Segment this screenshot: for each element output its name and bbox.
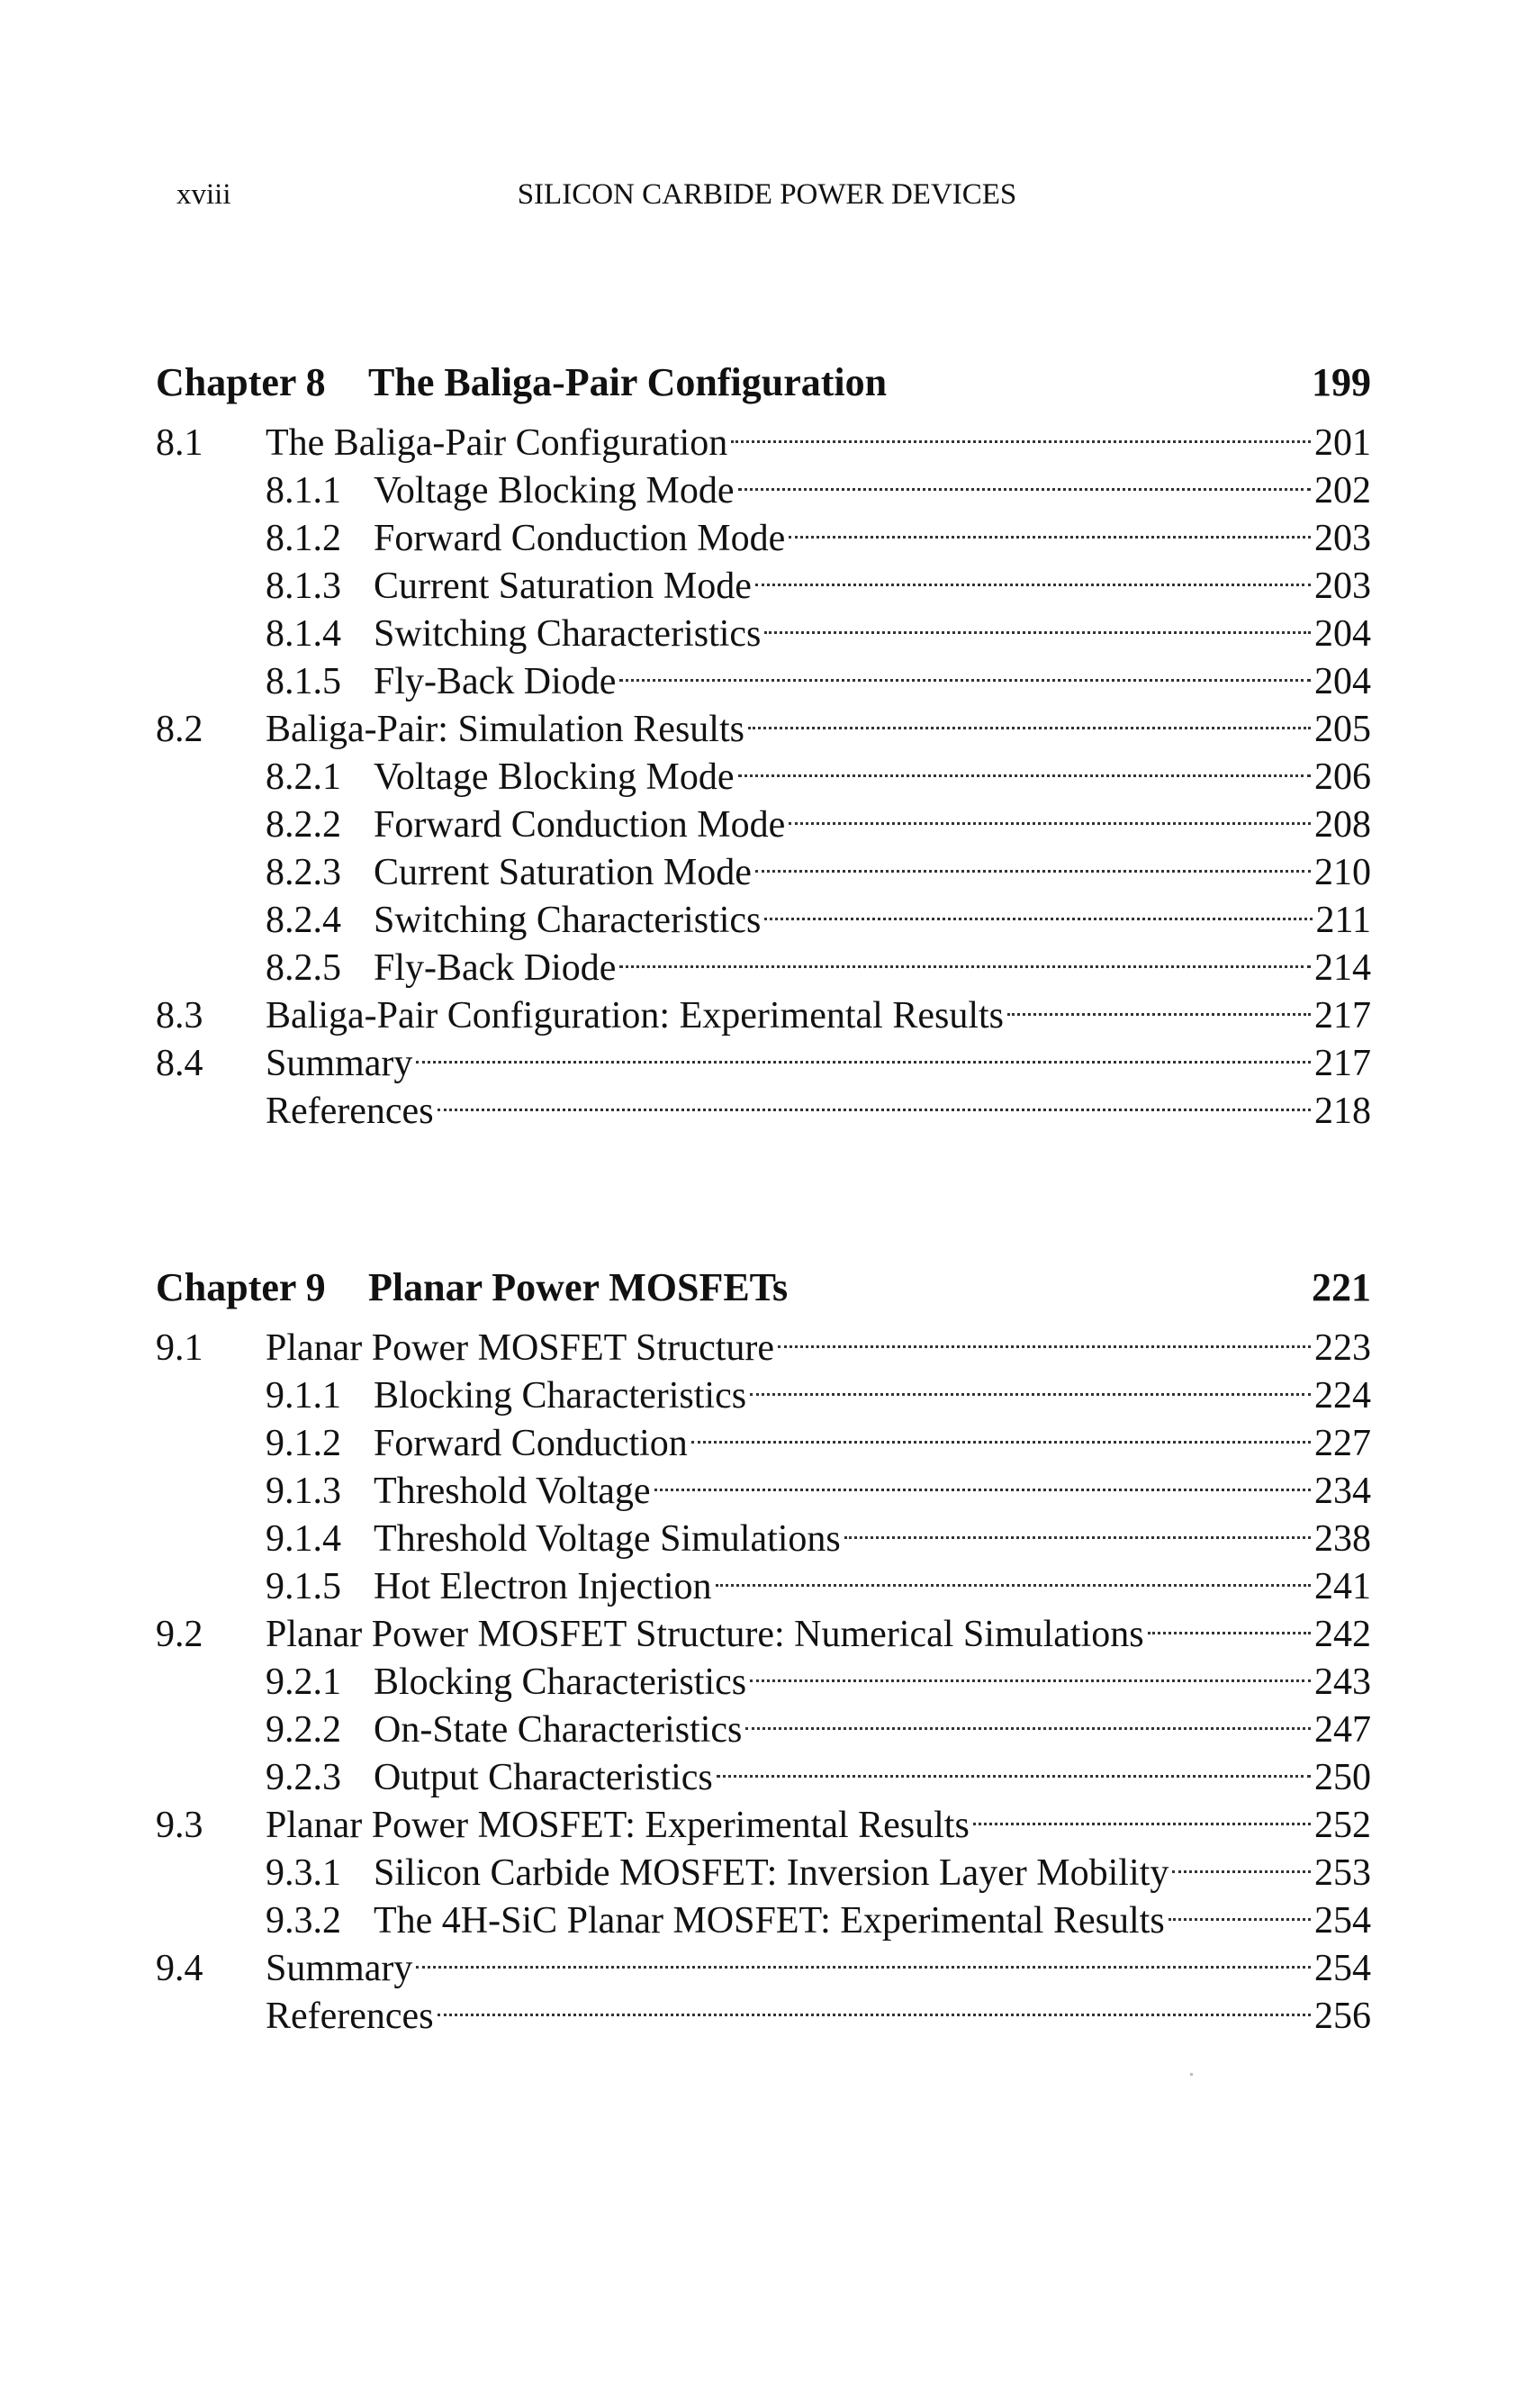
section-title: Baliga-Pair: Simulation Results xyxy=(266,709,744,750)
dot-leader xyxy=(738,741,1311,789)
dot-leader xyxy=(1169,1885,1311,1933)
dot-leader xyxy=(416,1027,1311,1075)
book-title: SILICON CARBIDE POWER DEVICES xyxy=(517,178,1017,211)
section-page-number: 241 xyxy=(1314,1566,1371,1607)
section-page-number: 238 xyxy=(1314,1518,1371,1560)
section-number: 8.2.5 xyxy=(266,947,341,989)
chapter-heading xyxy=(156,358,1371,407)
section-number: 8.1.3 xyxy=(266,566,341,607)
section-title: Threshold Voltage xyxy=(374,1471,651,1512)
section-number: 9.3.2 xyxy=(266,1900,341,1942)
chapter-page-number: 221 xyxy=(1312,1265,1371,1309)
section-number: 9.2.2 xyxy=(266,1709,341,1751)
section-number: 9.1.4 xyxy=(266,1518,341,1560)
section-number: 8.4 xyxy=(156,1043,203,1084)
section-number: 9.1 xyxy=(156,1327,203,1369)
section-page-number: 227 xyxy=(1314,1423,1371,1464)
section-title: The 4H-SiC Planar MOSFET: Experimental Results xyxy=(374,1900,1165,1942)
chapter-title: Planar Power MOSFETs xyxy=(368,1265,789,1309)
dot-leader xyxy=(438,1980,1311,2028)
running-head xyxy=(0,178,1534,214)
section-title: Planar Power MOSFET Structure: Numerical Simulations xyxy=(266,1614,1144,1655)
dot-leader xyxy=(716,1551,1311,1598)
section-page-number: 217 xyxy=(1314,995,1371,1037)
section-title: Summary xyxy=(266,1043,413,1084)
section-number: 9.1.2 xyxy=(266,1423,341,1464)
section-number: 8.1.2 xyxy=(266,518,341,559)
dot-leader xyxy=(750,1646,1311,1694)
section-title: Blocking Characteristics xyxy=(374,1375,747,1417)
dot-leader xyxy=(778,1312,1311,1360)
section-page-number: 203 xyxy=(1314,566,1371,607)
section-number: 8.2 xyxy=(156,709,203,750)
section-page-number: 256 xyxy=(1314,1996,1371,2037)
section-number: 9.1.3 xyxy=(266,1471,341,1512)
section-title: Forward Conduction Mode xyxy=(374,518,786,559)
section-page-number: 250 xyxy=(1314,1757,1371,1798)
dot-leader xyxy=(748,693,1311,741)
section-number: 9.1.5 xyxy=(266,1566,341,1607)
section-page-number: 224 xyxy=(1314,1375,1371,1417)
section-number: 8.2.4 xyxy=(266,900,341,941)
section-page-number: 223 xyxy=(1314,1327,1371,1369)
section-page-number: 254 xyxy=(1314,1948,1371,1989)
dot-leader xyxy=(755,837,1311,884)
dot-leader xyxy=(691,1408,1311,1455)
section-page-number: 210 xyxy=(1314,852,1371,893)
section-title: Switching Characteristics xyxy=(374,613,762,655)
dot-leader xyxy=(717,1742,1311,1789)
section-number: 8.3 xyxy=(156,995,203,1037)
page-folio: xviii xyxy=(176,178,231,211)
section-title: Current Saturation Mode xyxy=(374,566,752,607)
section-page-number: 234 xyxy=(1314,1471,1371,1512)
section-title: Baliga-Pair Configuration: Experimental Results xyxy=(266,995,1005,1037)
section-title: Threshold Voltage Simulations xyxy=(374,1518,841,1560)
section-number: 8.1.4 xyxy=(266,613,341,655)
section-page-number: 204 xyxy=(1314,661,1371,702)
section-title: Current Saturation Mode xyxy=(374,852,752,893)
section-page-number: 218 xyxy=(1314,1091,1371,1132)
section-number: 8.1.1 xyxy=(266,470,341,511)
section-title: Planar Power MOSFET Structure xyxy=(266,1327,775,1369)
dot-leader xyxy=(619,646,1311,693)
dot-leader xyxy=(1148,1598,1311,1646)
section-page-number: 208 xyxy=(1314,804,1371,846)
section-page-number: 205 xyxy=(1314,709,1371,750)
section-page-number: 203 xyxy=(1314,518,1371,559)
dot-leader xyxy=(789,789,1311,837)
dot-leader xyxy=(755,550,1311,598)
section-number: 9.1.1 xyxy=(266,1375,341,1417)
section-title: Hot Electron Injection xyxy=(374,1566,712,1607)
section-number: 8.1.5 xyxy=(266,661,341,702)
section-title: Switching Characteristics xyxy=(374,900,762,941)
section-page-number: 202 xyxy=(1314,470,1371,511)
section-number: 9.3.1 xyxy=(266,1852,341,1894)
dot-leader xyxy=(745,1694,1311,1742)
dot-leader xyxy=(619,932,1311,980)
section-title: Planar Power MOSFET: Experimental Results xyxy=(266,1805,970,1846)
dot-leader xyxy=(1007,980,1311,1027)
section-page-number: 252 xyxy=(1314,1805,1371,1846)
section-title: Forward Conduction xyxy=(374,1423,688,1464)
section-number: 8.2.3 xyxy=(266,852,341,893)
section-number: 9.3 xyxy=(156,1805,203,1846)
section-title: References xyxy=(266,1996,434,2037)
section-page-number: 214 xyxy=(1314,947,1371,989)
section-number: 9.2.3 xyxy=(266,1757,341,1798)
section-title: Fly-Back Diode xyxy=(374,661,617,702)
section-title: Blocking Characteristics xyxy=(374,1661,747,1703)
section-number: 8.1 xyxy=(156,422,203,464)
section-title: Voltage Blocking Mode xyxy=(374,470,735,511)
section-title: Summary xyxy=(266,1948,413,1989)
chapter-page-number: 199 xyxy=(1312,360,1371,404)
section-page-number: 254 xyxy=(1314,1900,1371,1942)
section-page-number: 247 xyxy=(1314,1709,1371,1751)
dot-leader xyxy=(764,598,1311,646)
section-page-number: 243 xyxy=(1314,1661,1371,1703)
chapter-title: The Baliga-Pair Configuration xyxy=(368,360,888,404)
section-title: On-State Characteristics xyxy=(374,1709,743,1751)
section-page-number: 204 xyxy=(1314,613,1371,655)
toc-entry[interactable] xyxy=(156,1312,1371,1369)
dot-leader xyxy=(654,1455,1311,1503)
chapter-label: Chapter 9 xyxy=(156,1265,326,1309)
section-page-number: 253 xyxy=(1314,1852,1371,1894)
section-title: Silicon Carbide MOSFET: Inversion Layer Mobility xyxy=(374,1852,1169,1894)
dot-leader xyxy=(750,1360,1311,1408)
dot-leader xyxy=(764,884,1312,932)
dot-leader xyxy=(438,1075,1311,1123)
chapter-label: Chapter 8 xyxy=(156,360,326,404)
scan-speck xyxy=(1190,2073,1193,2076)
dot-leader xyxy=(738,455,1311,502)
section-number: 8.2.2 xyxy=(266,804,341,846)
section-title: References xyxy=(266,1091,434,1132)
toc-entry[interactable] xyxy=(156,407,1371,464)
section-page-number: 201 xyxy=(1314,422,1371,464)
section-page-number: 211 xyxy=(1315,900,1371,941)
section-number: 9.4 xyxy=(156,1948,203,1989)
section-title: Voltage Blocking Mode xyxy=(374,756,735,798)
section-page-number: 206 xyxy=(1314,756,1371,798)
section-title: Forward Conduction Mode xyxy=(374,804,786,846)
section-title: Fly-Back Diode xyxy=(374,947,617,989)
section-title: The Baliga-Pair Configuration xyxy=(266,422,728,464)
dot-leader xyxy=(731,407,1311,455)
section-number: 9.2.1 xyxy=(266,1661,341,1703)
chapter-9-toc xyxy=(156,1263,1371,2037)
chapter-heading xyxy=(156,1263,1371,1312)
section-page-number: 242 xyxy=(1314,1614,1371,1655)
dot-leader xyxy=(973,1789,1311,1837)
dot-leader xyxy=(1172,1837,1311,1885)
dot-leader xyxy=(416,1933,1311,1980)
dot-leader xyxy=(844,1503,1311,1551)
chapter-8-toc xyxy=(156,358,1371,1132)
section-number: 8.2.1 xyxy=(266,756,341,798)
section-page-number: 217 xyxy=(1314,1043,1371,1084)
section-number: 9.2 xyxy=(156,1614,203,1655)
dot-leader xyxy=(789,502,1311,550)
section-title: Output Characteristics xyxy=(374,1757,713,1798)
